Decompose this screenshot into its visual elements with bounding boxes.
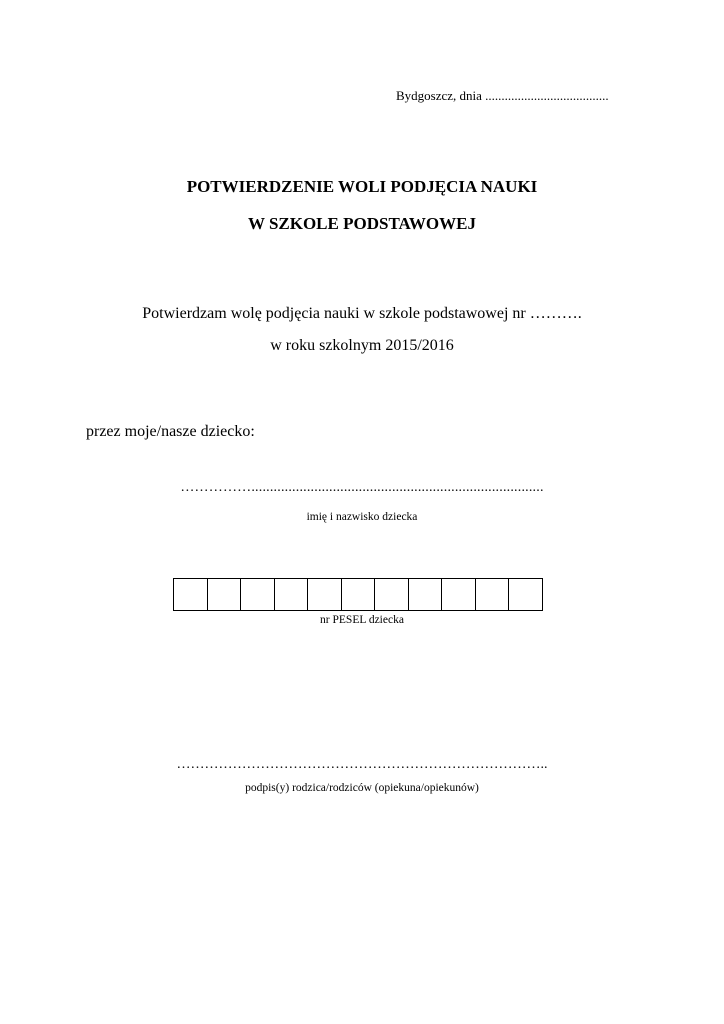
pesel-digit-box[interactable] bbox=[509, 578, 543, 611]
pesel-digit-box[interactable] bbox=[375, 578, 409, 611]
document-title-line-1: POTWIERDZENIE WOLI PODJĘCIA NAUKI bbox=[186, 177, 538, 196]
child-name-field[interactable]: ……………............................................................................... bbox=[180, 480, 544, 495]
pesel-digit-box[interactable] bbox=[174, 578, 208, 611]
pesel-digit-box[interactable] bbox=[241, 578, 275, 611]
statement-line-2: w roku szkolnym 2015/2016 bbox=[270, 337, 454, 354]
pesel-caption: nr PESEL dziecka bbox=[320, 614, 404, 626]
signature-field[interactable]: …………………………………………………………………….. bbox=[176, 757, 548, 772]
place-and-date: Bydgoszcz, dnia ...................................... bbox=[396, 88, 609, 103]
pesel-digit-box[interactable] bbox=[442, 578, 476, 611]
pesel-digit-box[interactable] bbox=[342, 578, 376, 611]
document-title-line-2: W SZKOLE PODSTAWOWEJ bbox=[248, 214, 476, 233]
signature-caption: podpis(y) rodzica/rodziców (opiekuna/opiekunów) bbox=[245, 782, 479, 794]
child-name-caption: imię i nazwisko dziecka bbox=[306, 511, 418, 523]
pesel-digit-box[interactable] bbox=[308, 578, 342, 611]
child-intro-text: przez moje/nasze dziecko: bbox=[86, 423, 255, 440]
pesel-grid bbox=[173, 578, 543, 611]
pesel-digit-box[interactable] bbox=[208, 578, 242, 611]
statement-line-1: Potwierdzam wolę podjęcia nauki w szkole podstawowej nr ………. bbox=[142, 305, 582, 322]
pesel-digit-box[interactable] bbox=[409, 578, 443, 611]
pesel-digit-box[interactable] bbox=[275, 578, 309, 611]
pesel-digit-box[interactable] bbox=[476, 578, 510, 611]
